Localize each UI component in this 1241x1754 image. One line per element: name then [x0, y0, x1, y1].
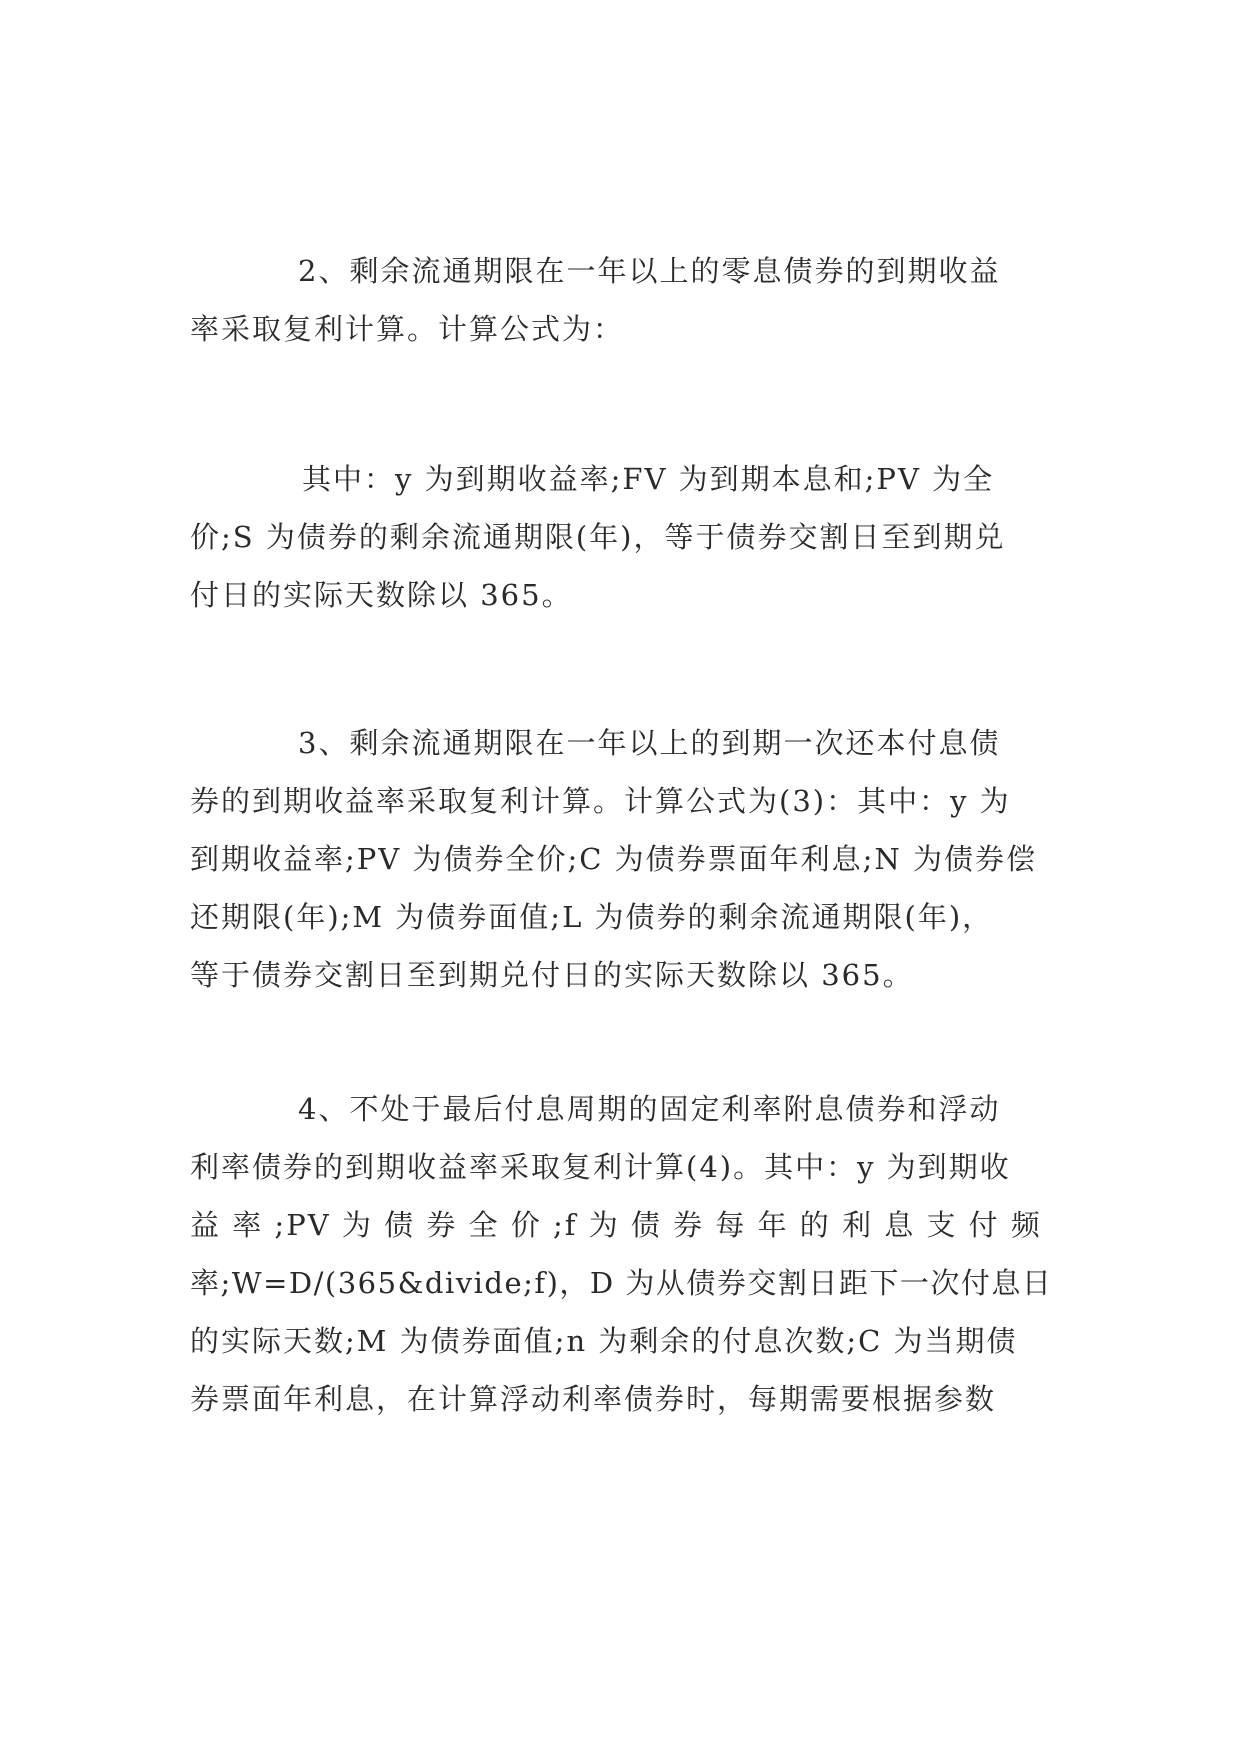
text-line: 价;S 为债券的剩余流通期限(年)，等于债券交割日至到期兑	[190, 520, 1006, 554]
text-line: 2、剩余流通期限在一年以上的零息债券的到期收益	[298, 254, 1001, 288]
text-line: 利率债券的到期收益率采取复利计算(4)。其中：y 为到期收	[190, 1150, 1011, 1184]
text-line: 率;W=D/(365&divide;f)，D 为从债券交割日距下一次付息日	[190, 1266, 1053, 1300]
paragraph-3	[190, 714, 1060, 1004]
text-line: 付日的实际天数除以 365。	[190, 578, 573, 612]
text-line: 率采取复利计算。计算公式为：	[190, 312, 625, 346]
text-line: 到期收益率;PV 为债券全价;C 为债券票面年利息;N 为债券偿	[190, 842, 1037, 876]
text-line: 其中：y 为到期收益率;FV 为到期本息和;PV 为全	[302, 462, 995, 496]
text-line: 券票面年利息，在计算浮动利率债券时，每期需要根据参数	[190, 1382, 997, 1416]
text-line: 3、剩余流通期限在一年以上的到期一次还本付息债	[298, 726, 1001, 760]
paragraph-4	[190, 1080, 1060, 1428]
text-line: 益 率 ;PV 为 债 券 全 价 ;f 为 债 券 每 年 的 利 息 支 付 频	[190, 1208, 1042, 1242]
text-line: 还期限(年);M 为债券面值;L 为债券的剩余流通期限(年)，	[190, 900, 994, 934]
text-line: 券的到期收益率采取复利计算。计算公式为(3)：其中：y 为	[190, 784, 1011, 818]
paragraph-definitions-2	[190, 450, 1060, 624]
text-line: 的实际天数;M 为债券面值;n 为剩余的付息次数;C 为当期债	[190, 1324, 1018, 1358]
text-line: 4、不处于最后付息周期的固定利率附息债券和浮动	[298, 1092, 1001, 1126]
paragraph-2	[190, 242, 1060, 358]
text-line: 等于债券交割日至到期兑付日的实际天数除以 365。	[190, 958, 914, 992]
